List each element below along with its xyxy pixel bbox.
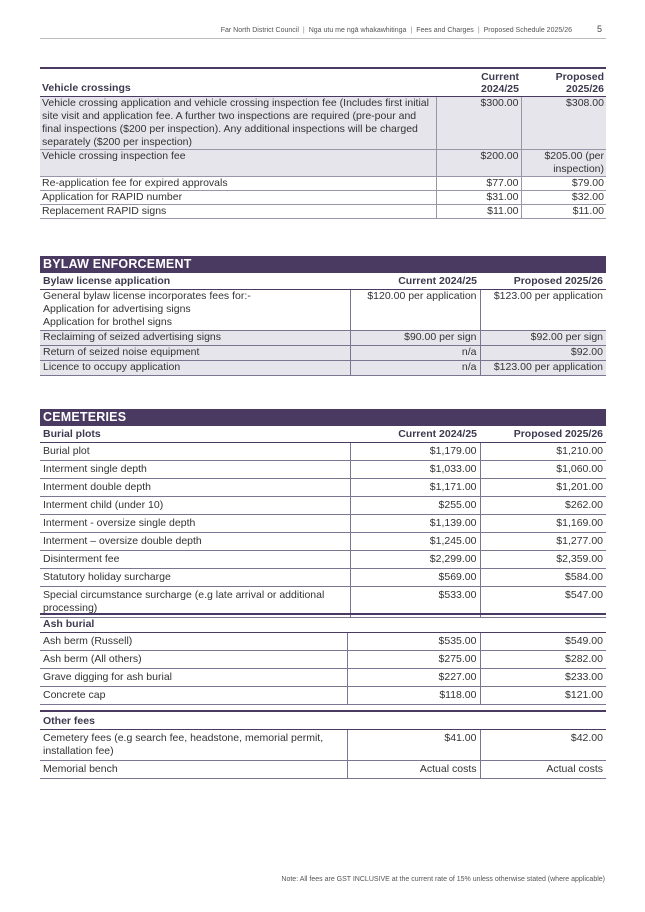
row-current: $569.00 [350, 569, 480, 587]
col-proposed-header: Proposed 2025/26 [480, 273, 606, 290]
row-label: Memorial bench [40, 761, 347, 779]
table-row [40, 461, 606, 479]
row-current: $120.00 per application [350, 290, 480, 331]
table-row [40, 150, 606, 177]
row-current: $90.00 per sign [350, 331, 480, 346]
row-proposed: $2,359.00 [480, 551, 606, 569]
other-fees-table [40, 710, 606, 779]
table-row [40, 569, 606, 587]
row-label: Vehicle crossing application and vehicle crossing inspection fee (Includes first initial site visit and application fee. A further two inspections are required (pre-pour and final inspections ($200 per inspection). Any additional inspections will be charged separately ($200 per inspection) [40, 97, 436, 150]
table-row [40, 761, 606, 779]
section-banner: CEMETERIES [40, 409, 606, 426]
table-row [40, 443, 606, 461]
bylaw-table [40, 273, 606, 376]
row-current: $533.00 [350, 587, 480, 618]
row-current: $118.00 [347, 687, 480, 705]
row-label: Interment child (under 10) [40, 497, 350, 515]
row-proposed: $92.00 [480, 346, 606, 361]
row-label: Concrete cap [40, 687, 347, 705]
header-section-maori: Nga utu me ngā whakawhitinga [308, 27, 407, 34]
row-proposed: $1,201.00 [480, 479, 606, 497]
row-label: Cemetery fees (e.g search fee, headstone, memorial permit, installation fee) [40, 730, 347, 761]
row-label: Replacement RAPID signs [40, 205, 436, 219]
cemeteries-section [40, 409, 606, 618]
row-proposed: $308.00 [521, 97, 606, 150]
row-current: $300.00 [436, 97, 521, 150]
table-row [40, 669, 606, 687]
col-label-header: Bylaw license application [40, 273, 350, 290]
row-current: $227.00 [347, 669, 480, 687]
header-org: Far North District Council [220, 27, 299, 34]
row-proposed: $92.00 per sign [480, 331, 606, 346]
row-label: Grave digging for ash burial [40, 669, 347, 687]
row-proposed: $42.00 [480, 730, 606, 761]
table-row [40, 687, 606, 705]
header-breadcrumb: Far North District Council | Nga utu me ngā whakawhitinga | Fees and Charges | Proposed Schedule 2025/26 [220, 27, 572, 34]
table-row [40, 633, 606, 651]
col-label-header: Burial plots [40, 426, 350, 443]
table-row [40, 497, 606, 515]
row-label: Statutory holiday surcharge [40, 569, 350, 587]
row-proposed: $1,277.00 [480, 533, 606, 551]
section-banner: BYLAW ENFORCEMENT [40, 256, 606, 273]
burial-plots-table [40, 426, 606, 618]
vehicle-crossings-table [40, 67, 606, 219]
table-header-row [40, 711, 606, 730]
row-label: Ash berm (Russell) [40, 633, 347, 651]
row-current: $1,139.00 [350, 515, 480, 533]
table-row [40, 551, 606, 569]
table-row [40, 331, 606, 346]
row-current: $31.00 [436, 191, 521, 205]
row-proposed: $1,210.00 [480, 443, 606, 461]
bylaw-enforcement-section [40, 256, 606, 376]
table-header-row [40, 614, 606, 633]
row-label: Return of seized noise equipment [40, 346, 350, 361]
footnote: Note: All fees are GST INCLUSIVE at the current rate of 15% unless otherwise stated (where applicable) [281, 876, 605, 883]
row-proposed: $121.00 [480, 687, 606, 705]
row-proposed: $205.00 (per inspection) [521, 150, 606, 177]
ash-burial-title: Ash burial [40, 614, 606, 633]
row-current: $1,171.00 [350, 479, 480, 497]
row-current: $255.00 [350, 497, 480, 515]
table-row [40, 479, 606, 497]
col-proposed-header: Proposed 2025/26 [480, 426, 606, 443]
row-proposed: $123.00 per application [480, 290, 606, 331]
row-label: Interment - oversize single depth [40, 515, 350, 533]
table-row [40, 651, 606, 669]
table-header-row [40, 426, 606, 443]
table-row [40, 290, 606, 331]
header-doc: Proposed Schedule 2025/26 [483, 27, 572, 34]
row-current: $275.00 [347, 651, 480, 669]
row-label: Interment double depth [40, 479, 350, 497]
row-label: Interment – oversize double depth [40, 533, 350, 551]
row-current: Actual costs [347, 761, 480, 779]
row-proposed: $79.00 [521, 177, 606, 191]
row-label: Disinterment fee [40, 551, 350, 569]
table-row [40, 361, 606, 376]
row-proposed: $123.00 per application [480, 361, 606, 376]
header-divider [40, 38, 606, 39]
row-label: Re-application fee for expired approvals [40, 177, 436, 191]
table-row [40, 515, 606, 533]
row-current: $1,245.00 [350, 533, 480, 551]
row-label: Interment single depth [40, 461, 350, 479]
row-current: n/a [350, 346, 480, 361]
row-proposed: $549.00 [480, 633, 606, 651]
table-row [40, 533, 606, 551]
row-label: Vehicle crossing inspection fee [40, 150, 436, 177]
row-label: Special circumstance surcharge (e.g late arrival or additional processing) [40, 587, 350, 618]
row-proposed: $1,060.00 [480, 461, 606, 479]
row-current: $1,033.00 [350, 461, 480, 479]
page-number: 5 [596, 24, 602, 34]
row-proposed: Actual costs [480, 761, 606, 779]
row-current: $1,179.00 [350, 443, 480, 461]
row-proposed: $584.00 [480, 569, 606, 587]
row-label: General bylaw license incorporates fees for:- Application for advertising signs Application for brothel signs [40, 290, 350, 331]
other-fees-title: Other fees [40, 711, 606, 730]
row-label: Ash berm (All others) [40, 651, 347, 669]
col-current-header: Current 2024/25 [436, 68, 521, 97]
row-proposed: $1,169.00 [480, 515, 606, 533]
row-proposed: $282.00 [480, 651, 606, 669]
table-row [40, 97, 606, 150]
row-current: $535.00 [347, 633, 480, 651]
row-label: Reclaiming of seized advertising signs [40, 331, 350, 346]
vehicle-crossings-title: Vehicle crossings [40, 68, 436, 97]
table-row [40, 191, 606, 205]
row-label: Burial plot [40, 443, 350, 461]
table-header-row [40, 273, 606, 290]
ash-burial-table [40, 613, 606, 705]
table-row [40, 346, 606, 361]
col-current-header: Current 2024/25 [350, 426, 480, 443]
row-label: Application for RAPID number [40, 191, 436, 205]
table-header-row [40, 68, 606, 97]
table-row [40, 205, 606, 219]
row-current: $2,299.00 [350, 551, 480, 569]
row-proposed: $547.00 [480, 587, 606, 618]
row-current: n/a [350, 361, 480, 376]
row-proposed: $11.00 [521, 205, 606, 219]
table-row [40, 730, 606, 761]
table-row [40, 177, 606, 191]
row-current: $200.00 [436, 150, 521, 177]
col-current-header: Current 2024/25 [350, 273, 480, 290]
row-current: $41.00 [347, 730, 480, 761]
row-proposed: $233.00 [480, 669, 606, 687]
row-current: $77.00 [436, 177, 521, 191]
row-proposed: $262.00 [480, 497, 606, 515]
row-proposed: $32.00 [521, 191, 606, 205]
row-current: $11.00 [436, 205, 521, 219]
header-section: Fees and Charges [416, 27, 474, 34]
col-proposed-header: Proposed 2025/26 [521, 68, 606, 97]
row-label: Licence to occupy application [40, 361, 350, 376]
